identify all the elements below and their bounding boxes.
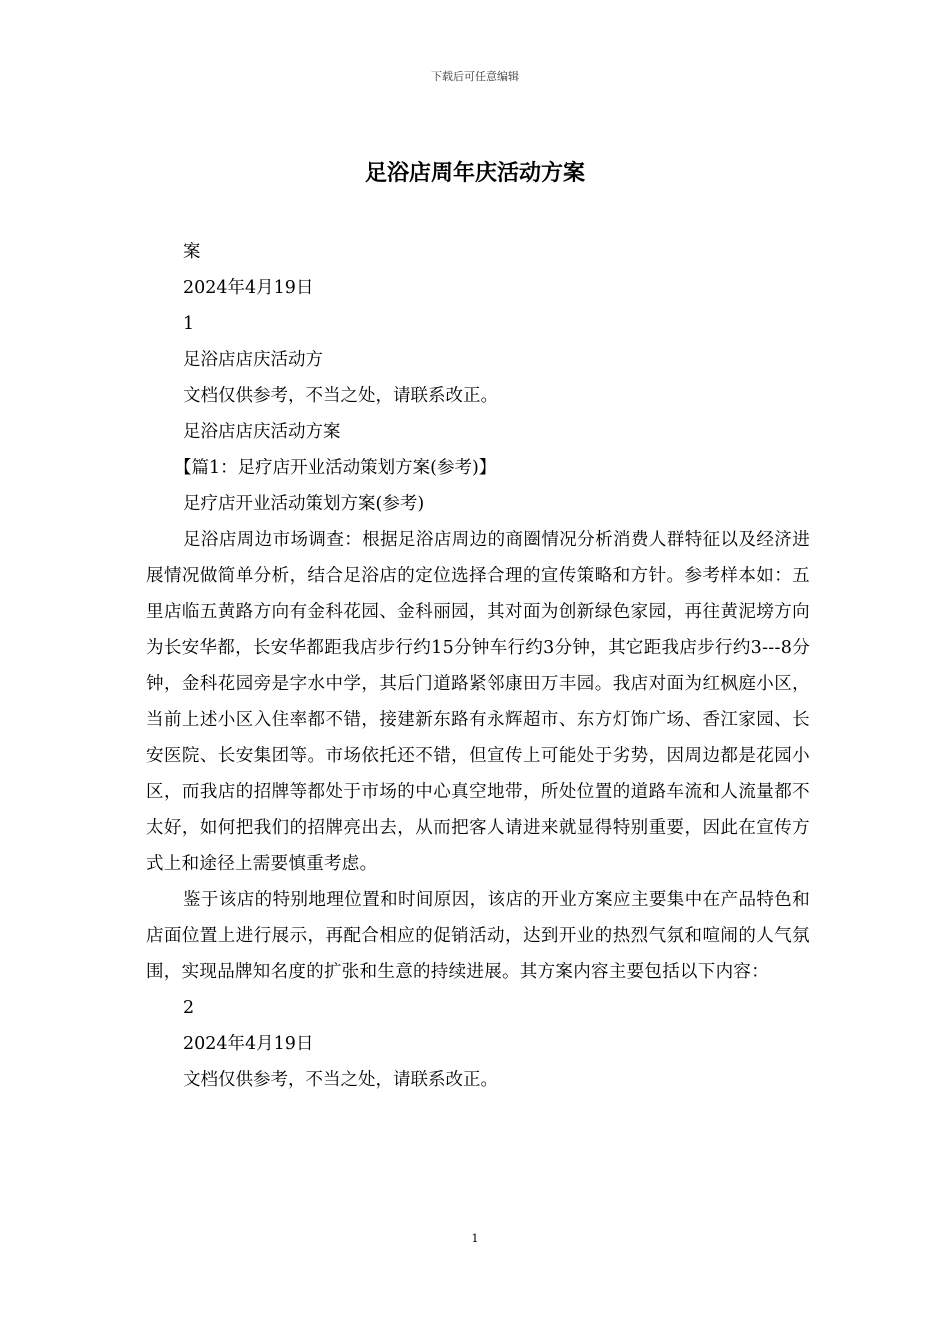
text-line: 足浴店店庆活动方案 (183, 422, 341, 442)
document-body (146, 234, 810, 1098)
number-line: 2 (183, 998, 195, 1018)
section-heading: 【篇1：足疗店开业活动策划方案(参考)】 (174, 458, 497, 478)
date-line: 2024年4月19日 (183, 278, 314, 298)
disclaimer-line: 文档仅供参考，不当之处，请联系改正。 (183, 386, 498, 406)
disclaimer-line: 文档仅供参考，不当之处，请联系改正。 (183, 1070, 498, 1090)
number-line: 1 (183, 314, 195, 334)
subsection-heading: 足疗店开业活动策划方案(参考) (183, 494, 425, 514)
page-number: 1 (471, 1232, 479, 1245)
document-title: 足浴店周年庆活动方案 (364, 161, 585, 186)
plan-overview-paragraph: 鉴于该店的特别地理位置和时间原因，该店的开业方案应主要集中在产品特色和店面位置上进行展示，再配合相应的促销活动，达到开业的热烈气氛和喧闹的人气氛围，实现品牌知名度的扩张和生意的持续进展。其方案内容主要包括以下内容： (146, 890, 810, 982)
date-line: 2024年4月19日 (183, 1034, 314, 1054)
header-note: 下载后可任意编辑 (431, 70, 519, 83)
text-line: 足浴店店庆活动方 (183, 350, 323, 370)
market-survey-paragraph: 足浴店周边市场调查：根据足浴店周边的商圈情况分析消费人群特征以及经济进展情况做简单分析，结合足浴店的定位选择合理的宣传策略和方针。参考样本如：五里店临五黄路方向有金科花园、金科丽园，其对面为创新绿色家园，再往黄泥塝方向为长安华都，长安华都距我店步行约15分钟车行约3分钟，其它距我店步行约3---8分钟，金科花园旁是字水中学，其后门道路紧邻康田万丰园。我店对面为红枫庭小区，当前上述小区入住率都不错，接建新东路有永辉超市、东方灯饰广场、香江家园、长安医院、长安集团等。市场依托还不错，但宣传上可能处于劣势，因周边都是花园小区，而我店的招牌等都处于市场的中心真空地带，所处位置的道路车流和人流量都不太好，如何把我们的招牌亮出去，从而把客人请进来就显得特别重要，因此在宣传方式上和途径上需要慎重考虑。 (146, 530, 810, 874)
text-line: 案 (183, 242, 201, 262)
